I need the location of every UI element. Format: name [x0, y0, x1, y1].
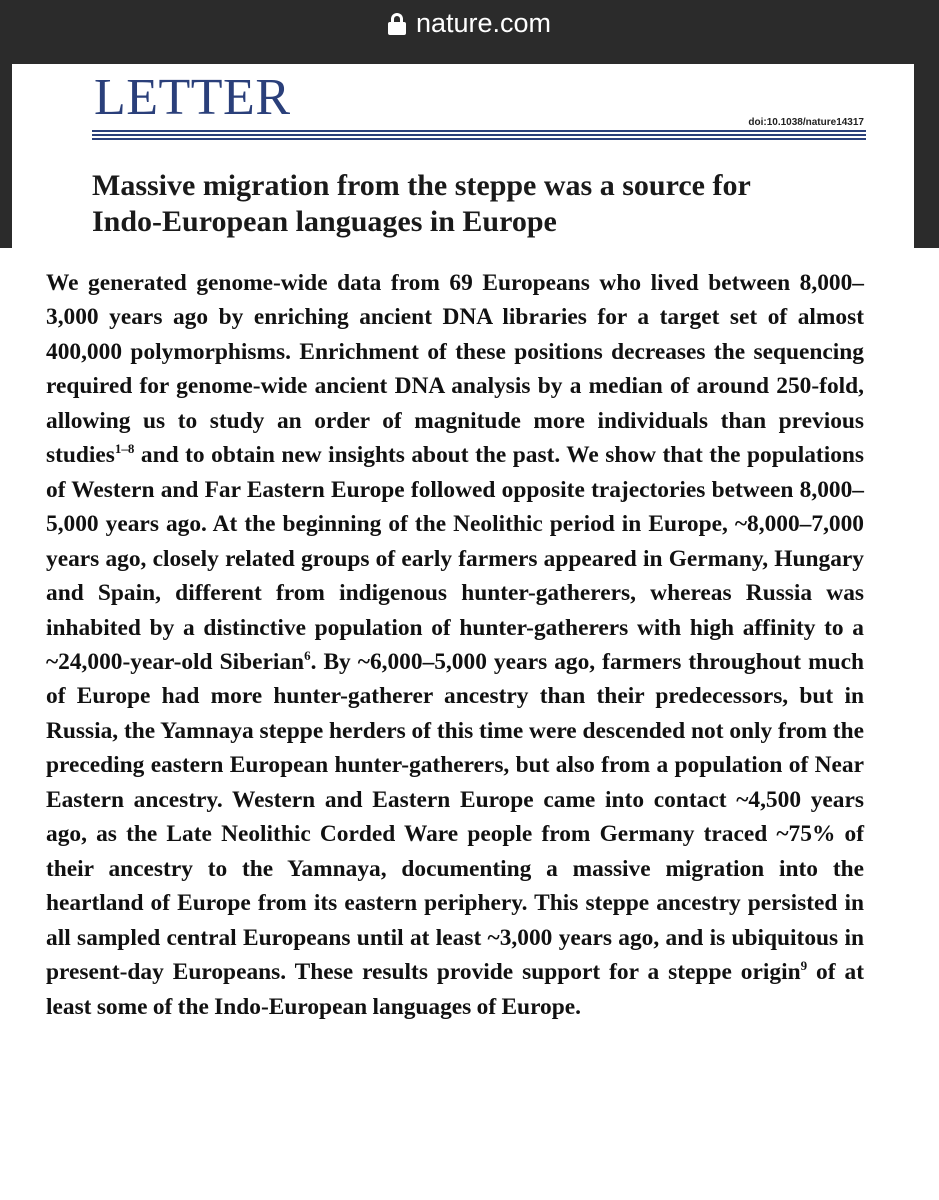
title-line-2: Indo-European languages in Europe	[92, 205, 557, 238]
article-title	[92, 168, 882, 240]
section-label: LETTER	[94, 69, 291, 126]
citation-superscript[interactable]: 1–8	[114, 441, 135, 457]
lock-icon	[388, 13, 406, 35]
abstract-segment: and to obtain new insights about the past. We show that the populations of Western and Far Eastern Europe followed opposite trajectories between 8,000–5,000 years ago. At the beginning of the Neolithic period in Europe, ~8,000–7,000 years ago, closely related groups of early farmers appeared in Germany, Hungary and Spain, different from indigenous hunter-gatherers, whereas Russia was inhabited by a distinctive population of hunter-gatherers with high affinity to a ~24,000-year-old Siberian	[46, 442, 864, 675]
header-rule	[92, 130, 866, 142]
title-line-1: Massive migration from the steppe was a source for	[92, 169, 751, 202]
article-header	[12, 64, 914, 248]
abstract-segment: . By ~6,000–5,000 years ago, farmers throughout much of Europe had more hunter-gatherer ancestry than their predecessors, but in Russia, the Yamnaya steppe herders of this time were descended not only from the preceding eastern European hunter-gatherers, but also from a population of Near Eastern ancestry. Western and Eastern Europe came into contact ~4,500 years ago, as the Late Neolithic Corded Ware people from Germany traced ~75% of their ancestry to the Yamnaya, documenting a massive migration into the heartland of Europe from its eastern periphery. This steppe ancestry persisted in all sampled central Europeans until at least ~3,000 years ago, and is ubiquitous in present-day Europeans. These results provide support for a steppe origin	[46, 648, 864, 986]
browser-frame	[0, 0, 939, 248]
url-bar[interactable]	[0, 0, 939, 46]
doi-label: doi:10.1038/nature14317	[748, 117, 864, 128]
abstract-segment: of at least some of the Indo-European languages of Europe.	[46, 959, 864, 1020]
citation-superscript[interactable]: 6	[304, 648, 311, 664]
abstract-segment: We generated genome-wide data from 69 Europeans who lived between 8,000–3,000 years ago by enriching ancient DNA libraries for a target set of almost 400,000 polymorphisms. Enrichment of these positions decreases the sequencing required for genome-wide ancient DNA analysis by a median of around 250-fold, allowing us to study an order of magnitude more individuals than previous studies	[46, 270, 864, 469]
url-text: nature.com	[415, 7, 552, 38]
citation-superscript[interactable]: 9	[800, 958, 808, 974]
abstract-text	[46, 266, 864, 1024]
